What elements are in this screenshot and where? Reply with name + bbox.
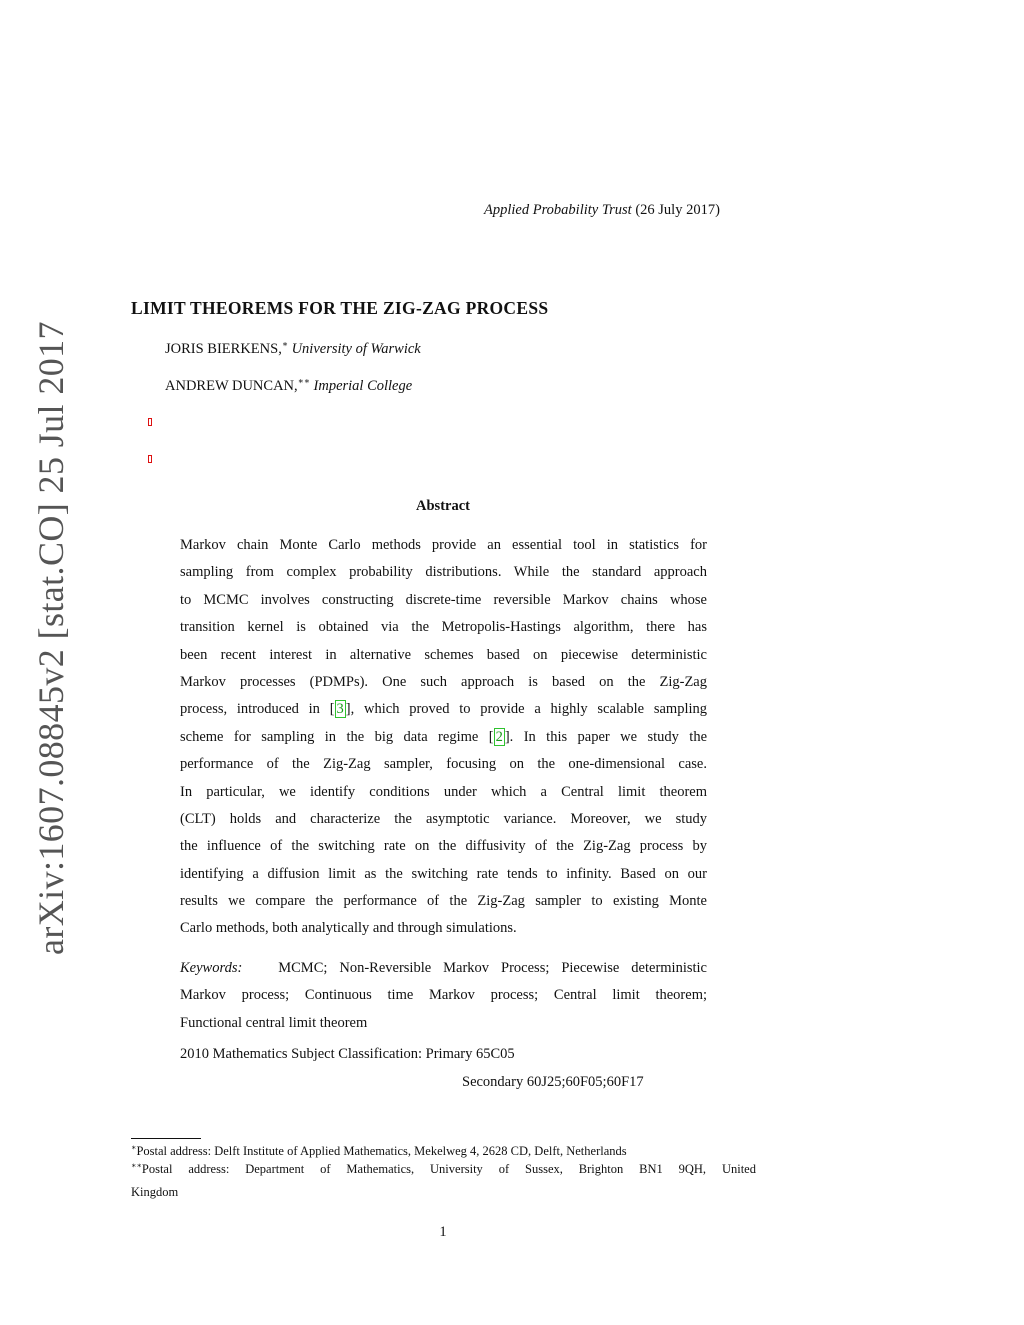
abstract-heading: Abstract bbox=[416, 498, 470, 514]
abstract-line: (CLT) holds and characterize the asymptotic variance. Moreover, we study bbox=[180, 810, 707, 827]
abstract-text: process, introduced in bbox=[180, 701, 330, 718]
keywords-text: MCMC; Non-Reversible Markov Process; Piecewise deterministic bbox=[278, 960, 707, 976]
arxiv-identifier[interactable]: arXiv:1607.08845v2 [stat.CO] 25 Jul 2017 bbox=[31, 321, 71, 955]
header-date: (26 July 2017) bbox=[635, 202, 720, 218]
abstract-body bbox=[180, 532, 707, 943]
abstract-line: Markov chain Monte Carlo methods provide an essential tool in statistics for bbox=[180, 537, 707, 553]
abstract-text: . In this paper we study the bbox=[509, 728, 707, 745]
abstract-line: identifying a diffusion limit as the switching rate tends to infinity. Based on our bbox=[180, 865, 707, 882]
page-number: 1 bbox=[439, 1224, 447, 1240]
abstract-line: scheme for sampling in the big data regime [ 2 ]. In this paper we study the bbox=[180, 728, 707, 745]
abstract-line: to MCMC involves constructing discrete-time reversible Markov chains whose bbox=[180, 591, 707, 608]
author-1-link-box[interactable] bbox=[148, 418, 152, 426]
keywords-line bbox=[180, 955, 707, 982]
author-2-name: ANDREW DUNCAN, bbox=[165, 378, 298, 394]
footnote-1-text: Postal address: Delft Institute of Applied Mathematics, Mekelweg 4, 2628 CD, Delft, Netherlands bbox=[136, 1144, 627, 1158]
abstract-line: Carlo methods, both analytically and through simulations. bbox=[180, 920, 517, 937]
abstract-line: the influence of the switching rate on the diffusivity of the Zig-Zag process by bbox=[180, 838, 707, 855]
abstract-line: sampling from complex probability distributions. While the standard approach bbox=[180, 564, 707, 581]
author-2 bbox=[165, 376, 412, 395]
msc-primary: 2010 Mathematics Subject Classification: Primary 65C05 bbox=[180, 1046, 515, 1062]
paper-title: LIMIT THEOREMS FOR THE ZIG-ZAG PROCESS bbox=[131, 298, 549, 318]
keywords-block bbox=[180, 955, 707, 1037]
abstract-line: transition kernel is obtained via the Metropolis-Hastings algorithm, there has bbox=[180, 619, 707, 636]
footnote-2 bbox=[131, 1161, 756, 1177]
abstract-line: Markov processes (PDMPs). One such approach is based on the Zig-Zag bbox=[180, 673, 707, 690]
author-1-affiliation: University of Warwick bbox=[291, 341, 421, 357]
abstract-line: results we compare the performance of the Zig-Zag sampler to existing Monte bbox=[180, 893, 707, 910]
footnote-2-mark: ∗∗ bbox=[131, 1161, 142, 1170]
footnote-1 bbox=[131, 1143, 627, 1159]
footnote-1-mark: ∗ bbox=[131, 1143, 137, 1152]
msc-secondary: Secondary 60J25;60F05;60F17 bbox=[462, 1074, 644, 1090]
author-1-name: JORIS BIERKENS, bbox=[165, 341, 282, 357]
keywords-line: Functional central limit theorem bbox=[180, 1014, 368, 1031]
author-2-mark: ∗∗ bbox=[297, 376, 310, 386]
footnote-2-text: Postal address: Department of Mathematics, University of Sussex, Brighton BN1 9QH, United bbox=[141, 1162, 756, 1176]
keywords-line: Markov process; Continuous time Markov process; Central limit theorem; bbox=[180, 987, 707, 1004]
footnote-rule bbox=[131, 1138, 201, 1139]
keywords-label: Keywords: bbox=[180, 960, 243, 976]
abstract-line: In particular, we identify conditions under which a Central limit theorem bbox=[180, 783, 707, 800]
author-1-mark: ∗ bbox=[281, 339, 288, 349]
abstract-text: , which proved to provide a highly scalable sampling bbox=[350, 701, 708, 718]
abstract-line: performance of the Zig-Zag sampler, focusing on the one-dimensional case. bbox=[180, 756, 707, 773]
author-2-affiliation: Imperial College bbox=[313, 378, 413, 394]
footnote-2-continuation: Kingdom bbox=[131, 1185, 179, 1199]
citation-link-2[interactable]: 2 bbox=[495, 728, 503, 745]
abstract-line: process, introduced in [ 3 ], which proved to provide a highly scalable sampling bbox=[180, 701, 708, 718]
author-1 bbox=[165, 339, 421, 358]
abstract-text: scheme for sampling in the big data regime bbox=[180, 728, 489, 745]
citation-link-3[interactable]: 3 bbox=[336, 701, 344, 718]
running-header bbox=[484, 202, 720, 219]
journal-name: Applied Probability Trust bbox=[484, 202, 632, 218]
abstract-line: been recent interest in alternative schemes based on piecewise deterministic bbox=[180, 646, 707, 663]
author-2-link-box[interactable] bbox=[148, 455, 152, 463]
